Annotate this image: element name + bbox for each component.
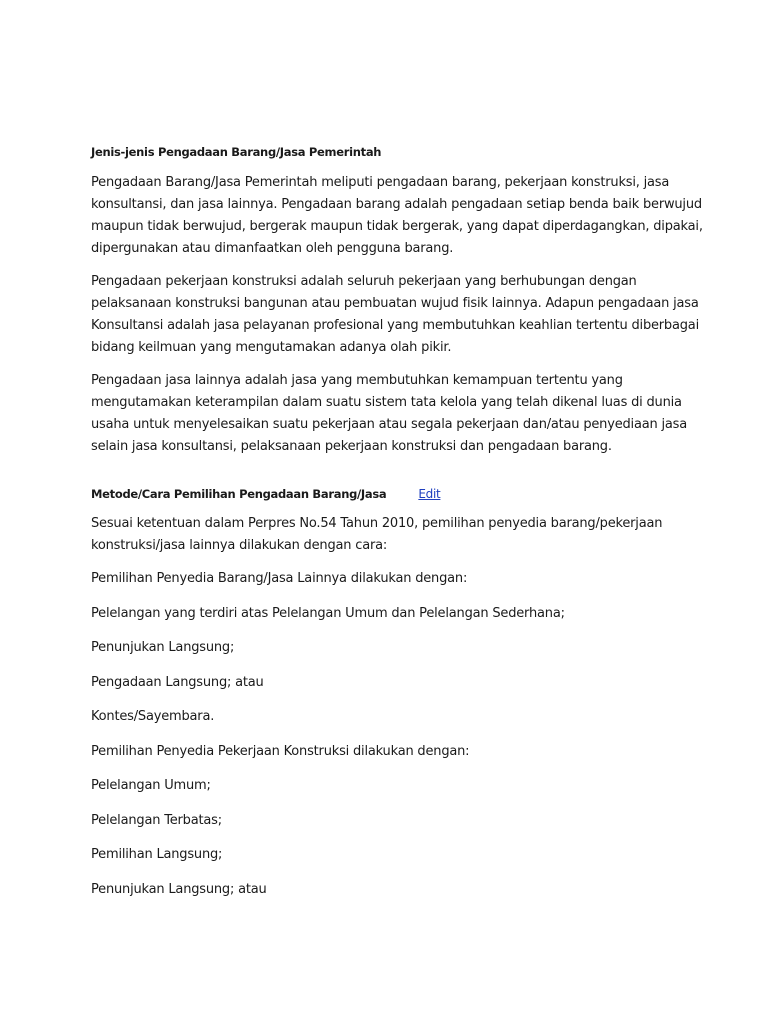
list-item: Pengadaan Langsung; atau [91, 674, 264, 690]
paragraph-jasa-lainnya [91, 370, 691, 458]
text-line: konsultansi, dan jasa lainnya. Pengadaan barang adalah pengadaan setiap benda baik berwujud [91, 197, 702, 212]
list-item: Penunjukan Langsung; atau [91, 881, 267, 897]
paragraph-intro-perpres [91, 513, 691, 557]
list-item: Pemilihan Penyedia Pekerjaan Konstruksi dilakukan dengan: [91, 743, 470, 759]
list-item: Pelelangan yang terdiri atas Pelelangan Umum dan Pelelangan Sederhana; [91, 605, 565, 621]
text-line: Pengadaan jasa lainnya adalah jasa yang membutuhkan kemampuan tertentu yang [91, 373, 623, 388]
paragraph-pengadaan-barang [91, 172, 703, 260]
text-line: maupun tidak berwujud, bergerak maupun tidak bergerak, yang dapat diperdagangkan, dipakai, [91, 219, 703, 234]
text-line: Pengadaan Barang/Jasa Pemerintah meliputi pengadaan barang, pekerjaan konstruksi, jasa [91, 175, 670, 190]
edit-link[interactable]: Edit [418, 487, 441, 501]
text-line: konstruksi/jasa lainnya dilakukan dengan cara: [91, 538, 388, 553]
list-item: Penunjukan Langsung; [91, 640, 235, 655]
text-line: dipergunakan atau dimanfaatkan oleh pengguna barang. [91, 241, 454, 256]
text-line: pelaksanaan konstruksi bangunan atau pembuatan wujud fisik lainnya. Adapun pengadaan jasa [91, 296, 699, 311]
section-title-metode: Metode/Cara Pemilihan Pengadaan Barang/Jasa [91, 487, 387, 501]
text-line: bidang keilmuan yang mengutamakan adanya olah pikir. [91, 340, 452, 355]
list-item: Pelelangan Umum; [91, 778, 211, 793]
list-item: Kontes/Sayembara. [91, 709, 215, 724]
text-line: Sesuai ketentuan dalam Perpres No.54 Tahun 2010, pemilihan penyedia barang/pekerjaan [91, 516, 663, 531]
list-item: Pemilihan Langsung; [91, 847, 223, 862]
list-item: Pemilihan Penyedia Barang/Jasa Lainnya dilakukan dengan: [91, 571, 468, 586]
document-content [91, 143, 703, 913]
list-item: Pelelangan Terbatas; [91, 812, 222, 828]
text-line: usaha untuk menyelesaikan suatu pekerjaan atau segala pekerjaan dan/atau penyediaan jasa [91, 417, 687, 432]
text-line: mengutamakan keterampilan dalam suatu sistem tata kelola yang telah dikenal luas di dunia [91, 395, 682, 410]
text-line: Pengadaan pekerjaan konstruksi adalah seluruh pekerjaan yang berhubungan dengan [91, 274, 637, 289]
text-line: Konsultansi adalah jasa pelayanan profesional yang membutuhkan keahlian tertentu diberbagai [91, 318, 699, 333]
section-title-jenis: Jenis-jenis Pengadaan Barang/Jasa Pemerintah [91, 145, 382, 159]
text-line: selain jasa konsultansi, pelaksanaan pekerjaan konstruksi dan pengadaan barang. [91, 439, 612, 454]
paragraph-pekerjaan-konstruksi [91, 271, 699, 359]
section-heading-metode [91, 485, 691, 503]
